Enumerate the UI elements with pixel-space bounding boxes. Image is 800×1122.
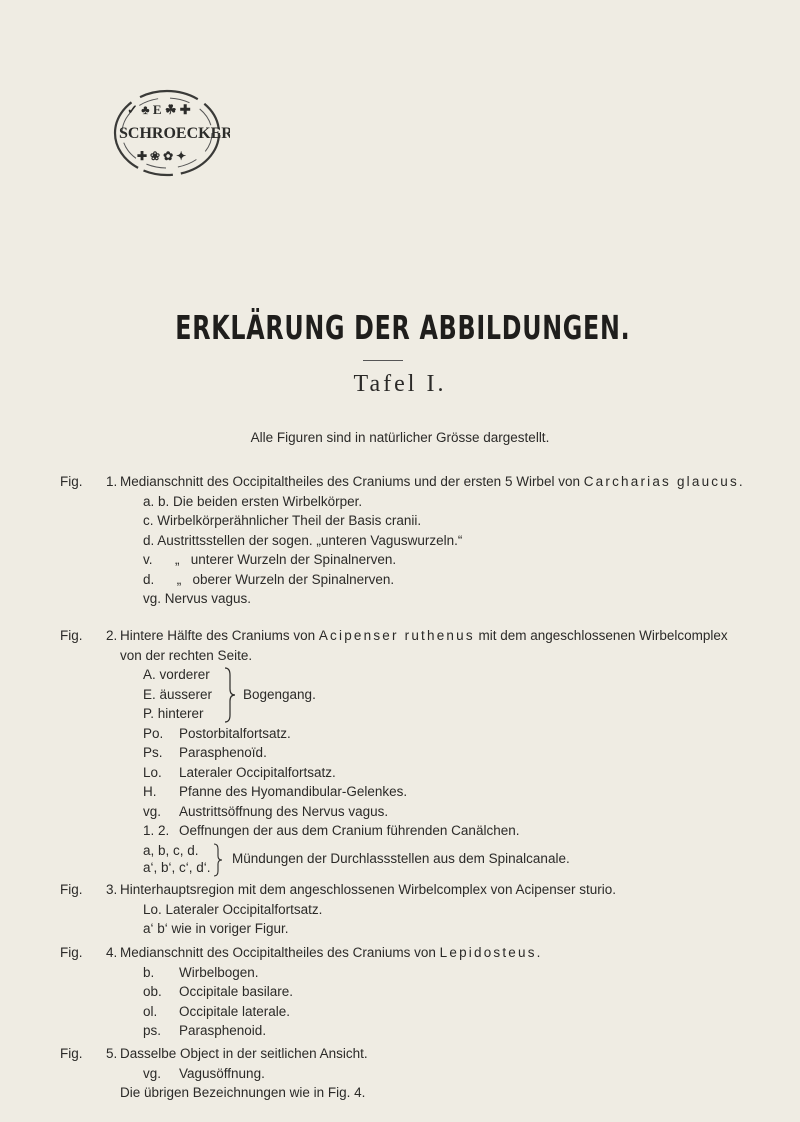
library-stamp — [105, 78, 230, 208]
list-item: vg. Vagusöffnung. — [143, 1065, 265, 1081]
list-item: Po. Postorbitalfortsatz. — [143, 725, 291, 741]
list-item: a‘, b‘, c‘, d‘. — [143, 859, 211, 875]
fig-label: Fig. — [60, 628, 83, 643]
list-item: A. vorderer — [143, 667, 210, 682]
fig-note: Die übrigen Bezeichnungen wie in Fig. 4. — [120, 1085, 366, 1100]
list-item: ps. Parasphenoid. — [143, 1023, 267, 1038]
list-item: a. b. Die beiden ersten Wirbelkörper. — [143, 493, 363, 509]
fig-description-cont: von der rechten Seite. — [120, 647, 253, 663]
fig-description: Medianschnitt des Occipitaltheiles des Craniums und der ersten 5 Wirbel von Carcharias glaucus. — [120, 474, 745, 489]
list-item: Lo. Lateraler Occipitalfortsatz. — [143, 764, 336, 780]
list-item: P. hinterer — [143, 706, 204, 721]
species-name: Lepidosteus. — [439, 945, 543, 960]
fig-number: 2. — [106, 628, 118, 643]
fig-number: 4. — [106, 945, 118, 960]
species-name: Carcharias glaucus. — [583, 474, 745, 489]
list-item: Lo. Lateraler Occipitalfortsatz. — [143, 901, 323, 917]
fig-number: 5. — [106, 1046, 118, 1061]
list-item: c. Wirbelkörperähnlicher Theil der Basis cranii. — [143, 513, 422, 528]
list-item: a‘ b‘ wie in voriger Figur. — [143, 921, 289, 936]
library-stamp-icon — [105, 78, 230, 208]
list-item: H. Pfanne des Hyomandibular-Gelenkes. — [143, 784, 408, 799]
list-item: v. „ unterer Wurzeln der Spinalnerven. — [143, 552, 397, 567]
list-item: ol. Occipitale laterale. — [143, 1003, 291, 1019]
list-item: d. „ oberer Wurzeln der Spinalnerven. — [143, 571, 395, 587]
divider — [363, 360, 403, 361]
list-item: vg. Nervus vagus. — [143, 591, 252, 606]
fig-description: Medianschnitt des Occipitaltheiles des Craniums von Lepidosteus. — [120, 945, 543, 960]
brace-icon — [212, 843, 224, 877]
list-item: vg. Austrittsöffnung des Nervus vagus. — [143, 803, 389, 819]
list-item: a, b, c, d. — [143, 842, 199, 858]
list-item: Ps. Parasphenoïd. — [143, 745, 267, 760]
fig-label: Fig. — [60, 882, 83, 897]
list-item: 1. 2. Oeffnungen der aus dem Cranium führenden Canälchen. — [143, 823, 520, 838]
svg-text:✓ ♣ E ☘ ✚: ✓ ♣ E ☘ ✚ — [127, 102, 191, 117]
scale-note: Alle Figuren sind in natürlicher Grösse dargestellt. — [250, 430, 550, 445]
fig-label: Fig. — [60, 474, 83, 489]
page-title: ERKLÄRUNG DER ABBILDUNGEN. — [175, 308, 631, 347]
brace-icon — [223, 667, 237, 723]
fig-number: 3. — [106, 882, 118, 897]
fig-label: Fig. — [60, 945, 83, 960]
brace-label: Mündungen der Durchlassstellen aus dem Spinalcanale. — [232, 850, 570, 866]
list-item: E. äusserer — [143, 686, 213, 702]
svg-text:✚ ❀ ✿ ✦: ✚ ❀ ✿ ✦ — [137, 149, 187, 163]
fig-description: Hinterhauptsregion mit dem angeschlossenen Wirbelcomplex von Acipenser sturio. — [120, 882, 616, 897]
plate-title: Tafel I. — [353, 371, 447, 397]
list-item: d. Austrittsstellen der sogen. „unteren Vaguswurzeln.“ — [143, 532, 463, 548]
brace-label: Bogengang. — [243, 686, 316, 702]
fig-label: Fig. — [60, 1046, 83, 1061]
species-name: Acipenser ruthenus — [318, 628, 475, 643]
fig-number: 1. — [106, 474, 118, 489]
svg-text:SCHROECKER: SCHROECKER — [119, 125, 230, 142]
fig-description: Hintere Hälfte des Craniums von Acipenser ruthenus mit dem angeschlossenen Wirbelcomplex — [120, 628, 728, 643]
fig-description: Dasselbe Object in der seitlichen Ansicht. — [120, 1046, 368, 1061]
list-item: b. Wirbelbogen. — [143, 964, 259, 980]
list-item: ob. Occipitale basilare. — [143, 984, 294, 999]
